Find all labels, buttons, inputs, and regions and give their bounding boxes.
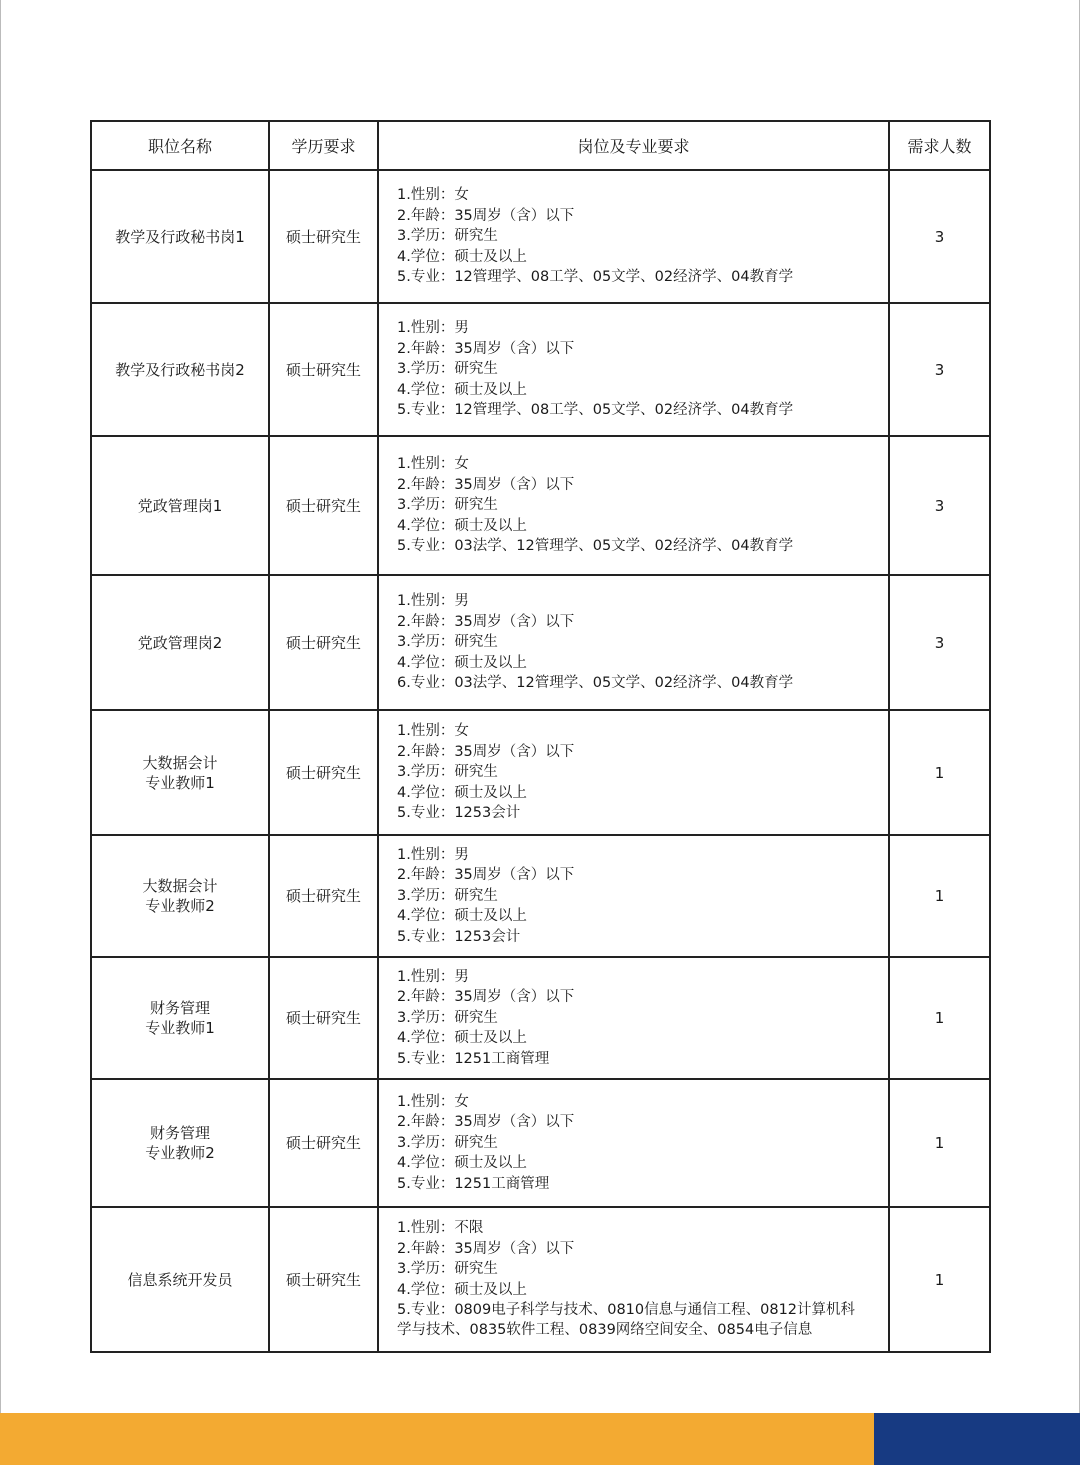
header-education: 学历要求 (269, 121, 378, 170)
requirement-line: 4.学位：硕士及以上 (397, 1030, 527, 1047)
table-row (91, 575, 990, 710)
requirement-line: 2.年龄：35周岁（含）以下 (397, 989, 575, 1006)
requirement-line: 1.性别：女 (397, 187, 469, 204)
requirement-line: 1.性别：男 (397, 846, 469, 863)
position-name-line: 教学及行政秘书岗2 (115, 360, 245, 379)
requirements (378, 575, 889, 710)
requirement-line: 4.学位：硕士及以上 (397, 908, 527, 925)
headcount: 1 (889, 710, 990, 835)
table-row (91, 170, 990, 303)
position-name (91, 710, 269, 835)
requirements (378, 1207, 889, 1352)
footer-bar-navy (874, 1413, 1080, 1465)
requirements (378, 957, 889, 1079)
requirements (378, 710, 889, 835)
header-count: 需求人数 (889, 121, 990, 170)
requirement-line: 5.专业：1251工商管理 (397, 1175, 550, 1192)
requirement-line: 5.专业：03法学、12管理学、05文学、02经济学、04教育学 (397, 538, 794, 555)
requirement-line: 5.专业：1251工商管理 (397, 1050, 550, 1067)
requirement-line: 3.学历：研究生 (397, 228, 498, 245)
table-row (91, 1079, 990, 1207)
education: 硕士研究生 (269, 303, 378, 436)
requirement-line: 5.专业：1253会计 (397, 805, 521, 822)
education: 硕士研究生 (269, 957, 378, 1079)
requirements (378, 835, 889, 957)
position-name-line: 专业教师2 (145, 1144, 215, 1162)
header-position: 职位名称 (91, 121, 269, 170)
table-row (91, 957, 990, 1079)
requirement-line: 4.学位：硕士及以上 (397, 517, 527, 534)
table-header (91, 121, 990, 170)
requirement-line: 5.专业：0809电子科学与技术、0810信息与通信工程、0812计算机科学与技术、0835软件工程、0839网络空间安全、0854电子信息 (397, 1301, 856, 1339)
position-name (91, 835, 269, 957)
position-name-line: 党政管理岗1 (137, 496, 223, 515)
requirement-line: 3.学历：研究生 (397, 1261, 498, 1278)
requirement-line: 1.性别：女 (397, 1093, 469, 1110)
position-name-line: 党政管理岗2 (137, 633, 223, 652)
headcount: 1 (889, 957, 990, 1079)
position-name-line: 专业教师2 (145, 897, 215, 915)
position-name (91, 1207, 269, 1352)
requirement-line: 2.年龄：35周岁（含）以下 (397, 743, 575, 760)
requirement-line: 1.性别：女 (397, 723, 469, 740)
table-row (91, 710, 990, 835)
requirement-line: 2.年龄：35周岁（含）以下 (397, 340, 575, 357)
requirement-line: 2.年龄：35周岁（含）以下 (397, 1240, 575, 1257)
education: 硕士研究生 (269, 1079, 378, 1207)
position-name-line: 教学及行政秘书岗1 (115, 227, 245, 246)
table-row (91, 1207, 990, 1352)
requirement-line: 3.学历：研究生 (397, 497, 498, 514)
requirement-line: 5.专业：12管理学、08工学、05文学、02经济学、04教育学 (397, 269, 794, 286)
requirement-line: 1.性别：男 (397, 968, 469, 985)
requirements (378, 303, 889, 436)
headcount: 3 (889, 436, 990, 575)
requirement-line: 2.年龄：35周岁（含）以下 (397, 1114, 575, 1131)
education: 硕士研究生 (269, 575, 378, 710)
headcount: 1 (889, 835, 990, 957)
requirement-line: 3.学历：研究生 (397, 361, 498, 378)
education: 硕士研究生 (269, 710, 378, 835)
job-table (90, 120, 991, 1353)
requirement-line: 4.学位：硕士及以上 (397, 381, 527, 398)
requirements (378, 436, 889, 575)
requirement-line: 3.学历：研究生 (397, 1134, 498, 1151)
requirement-line: 2.年龄：35周岁（含）以下 (397, 613, 575, 630)
requirement-line: 5.专业：12管理学、08工学、05文学、02经济学、04教育学 (397, 402, 794, 419)
table-row (91, 436, 990, 575)
requirement-line: 3.学历：研究生 (397, 887, 498, 904)
position-name-line: 财务管理 (149, 1124, 210, 1142)
requirement-line: 2.年龄：35周岁（含）以下 (397, 207, 575, 224)
requirement-line: 5.专业：1253会计 (397, 928, 521, 945)
table-row (91, 835, 990, 957)
education: 硕士研究生 (269, 436, 378, 575)
position-name (91, 436, 269, 575)
position-name-line: 财务管理 (149, 999, 210, 1017)
position-name (91, 1079, 269, 1207)
requirement-line: 1.性别：不限 (397, 1220, 484, 1237)
requirement-line: 3.学历：研究生 (397, 634, 498, 651)
footer-bar-orange (0, 1413, 874, 1465)
requirements (378, 1079, 889, 1207)
position-name-line: 专业教师1 (145, 773, 215, 792)
requirement-line: 2.年龄：35周岁（含）以下 (397, 867, 575, 884)
requirement-line: 3.学历：研究生 (397, 764, 498, 781)
education: 硕士研究生 (269, 835, 378, 957)
position-name (91, 957, 269, 1079)
position-name-line: 信息系统开发员 (127, 1270, 233, 1289)
education: 硕士研究生 (269, 170, 378, 303)
position-name-line: 大数据会计 (142, 877, 218, 895)
headcount: 1 (889, 1207, 990, 1352)
requirements (378, 170, 889, 303)
headcount: 3 (889, 303, 990, 436)
requirement-line: 1.性别：男 (397, 320, 469, 337)
requirement-line: 4.学位：硕士及以上 (397, 1155, 527, 1172)
header-requirements: 岗位及专业要求 (378, 121, 889, 170)
headcount: 1 (889, 1079, 990, 1207)
requirement-line: 4.学位：硕士及以上 (397, 248, 527, 265)
position-name-line: 大数据会计 (142, 753, 218, 772)
position-name (91, 303, 269, 436)
position-name (91, 170, 269, 303)
education: 硕士研究生 (269, 1207, 378, 1352)
requirement-line: 1.性别：女 (397, 456, 469, 473)
headcount: 3 (889, 170, 990, 303)
requirement-line: 1.性别：男 (397, 593, 469, 610)
requirement-line: 4.学位：硕士及以上 (397, 784, 527, 801)
headcount: 3 (889, 575, 990, 710)
requirement-line: 2.年龄：35周岁（含）以下 (397, 476, 575, 493)
requirement-line: 4.学位：硕士及以上 (397, 654, 527, 671)
table-row (91, 303, 990, 436)
position-name-line: 专业教师1 (145, 1019, 215, 1037)
position-name (91, 575, 269, 710)
requirement-line: 3.学历：研究生 (397, 1009, 498, 1026)
requirement-line: 6.专业：03法学、12管理学、05文学、02经济学、04教育学 (397, 675, 794, 692)
requirement-line: 4.学位：硕士及以上 (397, 1281, 527, 1298)
